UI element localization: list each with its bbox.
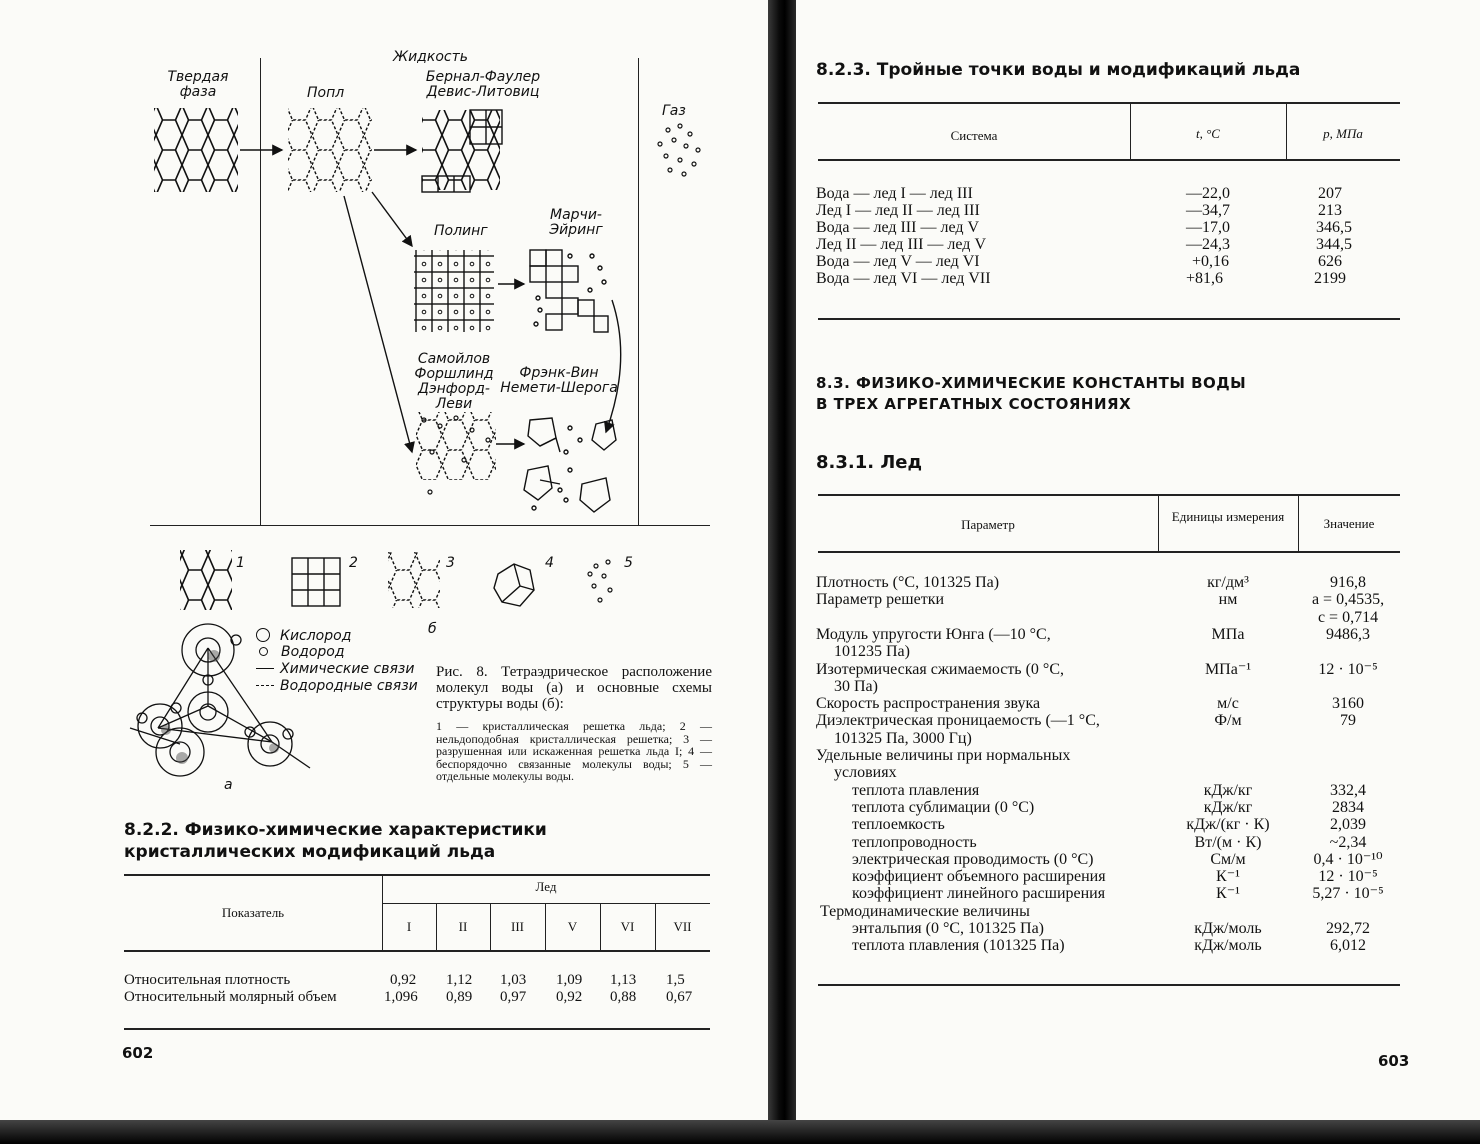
table-bottom-rule	[818, 984, 1400, 986]
triple-row-p: 344,5	[1316, 236, 1352, 253]
scheme-number-5: 5	[624, 555, 633, 571]
ice-row-value: c = 0,714	[1317, 609, 1379, 626]
table-cell: 1,096	[384, 989, 418, 1005]
ice-row-parameter: условиях	[834, 764, 897, 781]
table-header-rule	[124, 950, 710, 952]
ice-row-value: 5,27 · 10⁻⁵	[1312, 885, 1384, 902]
ice-row-parameter: коэффициент объемного расширения	[852, 868, 1106, 885]
table-cell: 0,97	[500, 989, 527, 1005]
ice-row-parameter: 101325 Па, 3000 Гц)	[834, 730, 972, 747]
table-header-parameter: Показатель	[221, 905, 285, 920]
ice-row-value: 3160	[1332, 695, 1364, 712]
scheme-number-1: 1	[236, 555, 245, 571]
ice-row-unit: К⁻¹	[1216, 868, 1240, 885]
ice-row-parameter: 101235 Па)	[834, 643, 910, 660]
ice-row-parameter: теплота плавления (101325 Па)	[852, 937, 1065, 954]
ice-row-parameter: энтальпия (0 °С, 101325 Па)	[852, 920, 1045, 937]
table-header-parameter: Параметр	[961, 517, 1015, 532]
table-header-system: Система	[950, 128, 998, 143]
right-page	[796, 0, 1480, 1120]
legend-hydrogen-bonds: Водородные связи	[256, 679, 418, 696]
section-822-heading-line2: кристаллических модификаций льда	[124, 842, 496, 862]
ice-row-parameter: 30 Па)	[834, 678, 878, 695]
table-cell: 0,92	[390, 972, 417, 988]
ice-row-value: 916,8	[1330, 574, 1366, 591]
ice-row-unit: Ф/м	[1214, 712, 1242, 729]
table-cell: 1,03	[500, 972, 527, 988]
bottom-shadow	[0, 1120, 1480, 1144]
ice-row-value: a = 0,4535,	[1311, 591, 1385, 608]
table-header-ice-vii: VII	[673, 919, 692, 934]
ice-row-value: 2,039	[1330, 816, 1366, 833]
triple-row-t: —34,7	[1186, 202, 1230, 219]
ice-row-parameter: электрическая проводимость (0 °С)	[852, 851, 1094, 868]
triple-row-t: —22,0	[1186, 185, 1230, 202]
model-pauling-label: Полинг	[434, 223, 488, 239]
table-header-ice-i: I	[406, 919, 412, 934]
solid-line-icon	[256, 668, 274, 669]
ice-row-parameter: Плотность (°С, 101325 Па)	[816, 574, 1000, 591]
triple-row-p: 346,5	[1316, 219, 1352, 236]
liquid-label: Жидкость	[393, 49, 468, 65]
triple-row-system: Вода — лед III — лед V	[816, 219, 980, 236]
legend-oxygen: Кислород	[256, 628, 418, 645]
ice-row-unit: См/м	[1210, 851, 1246, 868]
table-header-ice-v: V	[567, 919, 578, 934]
ice-row-parameter: Параметр решетки	[816, 591, 945, 608]
figure-caption: Рис. 8. Тетраэдрическое расположение молекул воды (а) и основные схемы структуры воды (б):	[436, 664, 712, 712]
table-cell: 0,88	[610, 989, 637, 1005]
table-col-divider	[1158, 494, 1159, 552]
table-group-rule	[382, 903, 710, 904]
ice-row-unit: МПа	[1211, 626, 1245, 643]
triple-row-p: 207	[1318, 185, 1342, 202]
gas-label: Газ	[662, 103, 686, 119]
ice-row-parameter: теплота плавления	[852, 782, 980, 799]
ice-row-parameter: Удельные величины при нормальных	[816, 747, 1071, 764]
ice-row-parameter: Скорость распространения звука	[816, 695, 1041, 712]
table-cell: 0,92	[556, 989, 583, 1005]
table-row-label: Относительная плотность	[124, 972, 291, 988]
triple-row-t: +81,6	[1186, 270, 1224, 287]
table-cell: 0,89	[446, 989, 473, 1005]
model-frank-label: Фрэнк-Вин Немети-Шерога	[500, 365, 618, 396]
ice-row-value: 292,72	[1326, 920, 1370, 937]
page-number-right: 603	[1378, 1052, 1410, 1070]
ice-row-unit: МПа⁻¹	[1204, 661, 1252, 678]
ice-row-unit: кДж/кг	[1203, 782, 1253, 799]
table-header-pressure: p, МПа	[1323, 126, 1363, 141]
ice-row-value: 6,012	[1330, 937, 1366, 954]
scheme-number-3: 3	[446, 555, 455, 571]
table-top-rule	[818, 494, 1400, 496]
triple-row-system: Лед I — лед II — лед III	[816, 202, 980, 219]
ice-row-value: 332,4	[1330, 782, 1366, 799]
ice-row-unit: К⁻¹	[1216, 885, 1240, 902]
table-header-rule	[818, 159, 1400, 161]
triple-row-t: —17,0	[1186, 219, 1230, 236]
section-83-heading-line2: В ТРЕХ АГРЕГАТНЫХ СОСТОЯНИЯХ	[816, 395, 1132, 413]
hydrogen-circle-icon	[259, 647, 268, 656]
section-83-heading-line1: 8.3. ФИЗИКО-ХИМИЧЕСКИЕ КОНСТАНТЫ ВОДЫ	[816, 374, 1247, 392]
table-cell: 1,5	[666, 972, 685, 988]
triple-row-system: Вода — лед I — лед III	[816, 185, 973, 202]
legend-chemical-bonds: Химические связи	[256, 662, 418, 679]
triple-row-p: 213	[1318, 202, 1342, 219]
table-cell: 1,12	[446, 972, 473, 988]
ice-row-unit: м/с	[1217, 695, 1239, 712]
ice-row-unit: нм	[1218, 591, 1238, 608]
triple-row-system: Вода — лед V — лед VI	[816, 253, 980, 270]
table-header-ice: Лед	[535, 879, 557, 894]
scheme-letter-b: б	[428, 621, 437, 637]
triple-row-t: +0,16	[1192, 253, 1230, 270]
table-row-label: Относительный молярный объем	[124, 989, 337, 1005]
section-823-heading: 8.2.3. Тройные точки воды и модификаций льда	[816, 60, 1301, 80]
water-structure-models-diagram	[0, 0, 768, 530]
model-samoilov-label: Самойлов Форшлинд Дэнфорд-Леви	[414, 351, 494, 412]
oxygen-circle-icon	[256, 628, 270, 642]
ice-row-unit: кДж/кг	[1203, 799, 1253, 816]
table-cell: 1,09	[556, 972, 583, 988]
ice-row-parameter: Термодинамические величины	[820, 903, 1030, 920]
book-spine	[768, 0, 796, 1144]
ice-row-unit: кДж/моль	[1194, 937, 1262, 954]
triple-row-t: —24,3	[1186, 236, 1230, 253]
ice-row-parameter: Модуль упругости Юнга (—10 °С,	[816, 626, 1051, 643]
scheme-number-2: 2	[349, 555, 358, 571]
table-header-ice-ii: II	[458, 919, 468, 934]
ice-row-value: 9486,3	[1326, 626, 1370, 643]
dashed-line-icon	[256, 685, 274, 686]
ice-row-value: ~2,34	[1329, 834, 1367, 851]
ice-row-parameter: коэффициент линейного расширения	[852, 885, 1106, 902]
solid-label: Твердая фаза	[167, 69, 229, 100]
ice-row-value: 12 · 10⁻⁵	[1318, 661, 1378, 678]
molecule-letter-a: а	[224, 777, 233, 793]
triple-row-system: Лед II — лед III — лед V	[816, 236, 986, 253]
page-number-left: 602	[122, 1044, 154, 1062]
ice-row-parameter: теплоемкость	[852, 816, 945, 833]
figure-caption-legend: 1 — кристаллическая решетка льда; 2 — нельдоподобная кристаллическая решетка; 3 — разрушенная или искаженная решетка льда I; 4 — беспорядочно связанные молекулы воды; 5 — отдельные молекулы воды.	[436, 719, 712, 783]
ice-row-unit: кДж/(кг · К)	[1186, 816, 1270, 833]
table-header-ice-vi: VI	[620, 919, 635, 934]
ice-row-unit: Вт/(м · К)	[1194, 834, 1262, 851]
scheme-number-4: 4	[545, 555, 554, 571]
model-marchi-label: Марчи-Эйринг	[549, 207, 603, 238]
triple-row-p: 626	[1318, 253, 1342, 270]
ice-row-parameter: теплопроводность	[852, 834, 977, 851]
table-bottom-rule	[818, 318, 1400, 320]
model-bernal-label: Бернал-Фаулер Девис-Литовиц	[425, 69, 541, 100]
ice-row-unit: кг/дм³	[1207, 574, 1249, 591]
table-header-temperature: t, °С	[1196, 126, 1220, 141]
table-cell: 0,67	[666, 989, 693, 1005]
ice-row-parameter: Изотермическая сжимаемость (0 °С,	[816, 661, 1064, 678]
table-top-rule	[124, 874, 710, 876]
table-cell: 1,13	[610, 972, 637, 988]
triple-row-system: Вода — лед VI — лед VII	[816, 270, 991, 287]
table-bottom-rule	[124, 1028, 710, 1030]
table-header-ice-iii: III	[511, 919, 524, 934]
ice-row-value: 12 · 10⁻⁵	[1318, 868, 1378, 885]
model-poll-label: Попл	[307, 85, 345, 101]
legend-hydrogen: Водород	[256, 645, 418, 662]
ice-row-parameter: Диэлектрическая проницаемость (—1 °С,	[816, 712, 1100, 729]
section-831-heading: 8.3.1. Лед	[816, 452, 923, 473]
table-header-value: Значение	[1323, 516, 1375, 531]
triple-row-p: 2199	[1314, 270, 1346, 287]
ice-row-parameter: теплота сублимации (0 °С)	[852, 799, 1035, 816]
ice-row-unit: кДж/моль	[1194, 920, 1262, 937]
ice-row-value: 2834	[1332, 799, 1364, 816]
ice-row-value: 79	[1340, 712, 1356, 729]
structure-schemes-diagram	[0, 540, 700, 620]
table-top-rule	[818, 102, 1400, 104]
section-822-heading-line1: 8.2.2. Физико-химические характеристики	[124, 820, 547, 840]
table-header-rule	[818, 551, 1400, 553]
figure-legend	[256, 628, 418, 696]
ice-row-value: 0,4 · 10⁻¹⁰	[1313, 851, 1383, 868]
table-header-units: Единицы измерения	[1171, 509, 1285, 524]
